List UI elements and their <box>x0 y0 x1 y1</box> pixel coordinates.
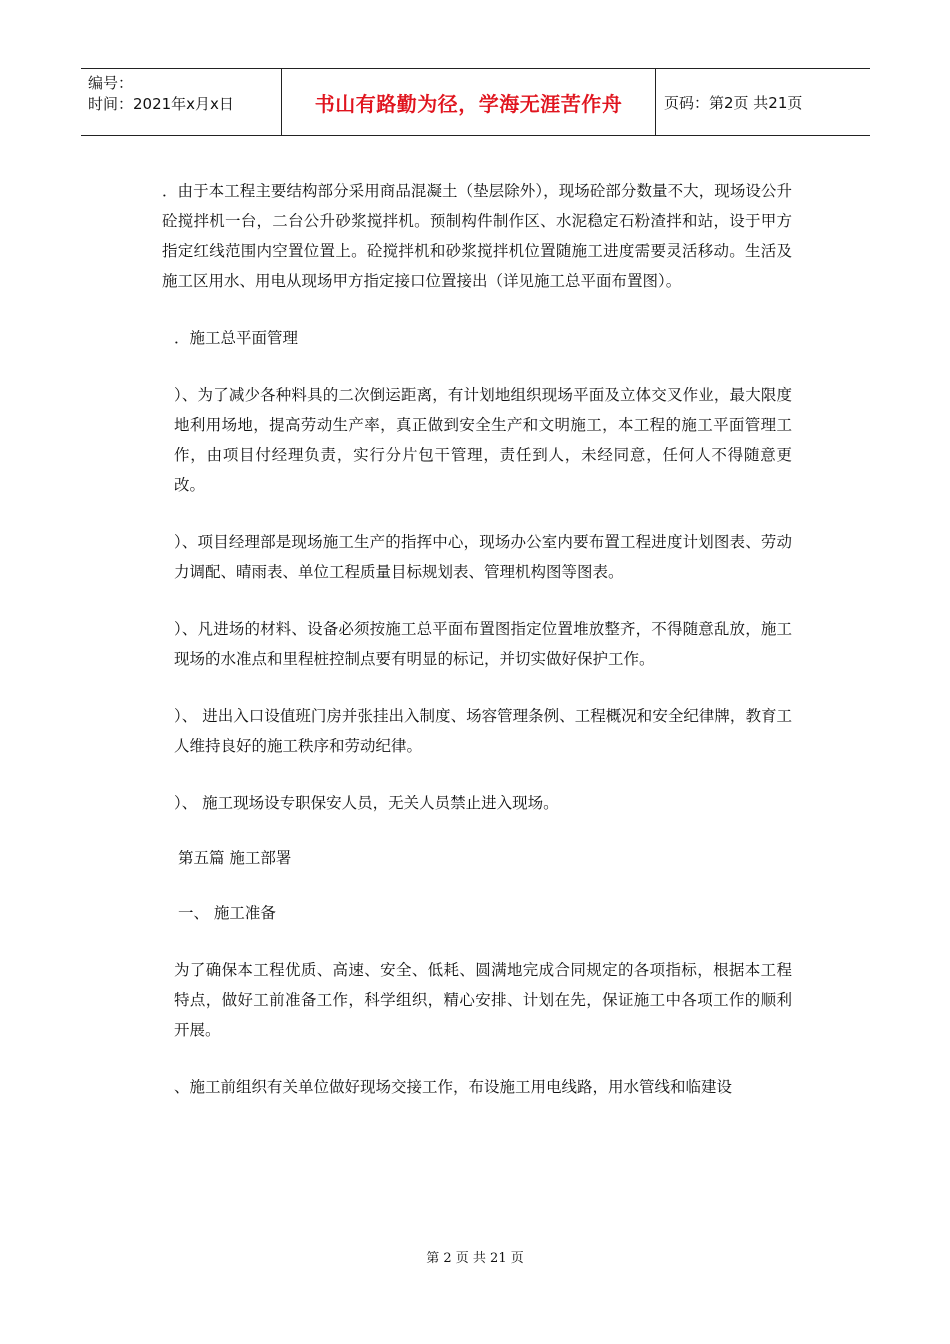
section-heading-plan-management: ．施工总平面管理 <box>174 329 299 347</box>
document-header <box>81 68 870 136</box>
section-heading-preparation: 一、 施工准备 <box>178 904 276 922</box>
paragraph-item-3: ）、凡进场的材料、设备必须按施工总平面布置图指定位置堆放整齐，不得随意乱放，施工现场的水准点和里程桩控制点要有明显的标记，并切实做好保护工作。 <box>174 620 792 668</box>
paragraph-preparation-item-1: 、施工前组织有关单位做好现场交接工作，布设施工用电线路，用水管线和临建设 <box>174 1078 733 1096</box>
chapter-heading: 第五篇 施工部署 <box>178 849 292 867</box>
paragraph-item-4: ）、 进出入口设值班门房并张挂出入制度、场容管理条例、工程概况和安全纪律牌，教育工人维持良好的施工秩序和劳动纪律。 <box>174 707 792 755</box>
paragraph-preparation-intro: 为了确保本工程优质、高速、安全、低耗、圆满地完成合同规定的各项指标，根据本工程特点，做好工前准备工作，科学组织，精心安排、计划在先，保证施工中各项工作的顺利开展。 <box>174 961 792 1039</box>
page-footer: 第 2 页 共 21 页 <box>426 1251 524 1266</box>
paragraph-site-layout: ．由于本工程主要结构部分采用商品混凝土（垫层除外），现场砼部分数量不大，现场设公升砼搅拌机一台，二台公升砂浆搅拌机。预制构件制作区、水泥稳定石粉渣拌和站，设于甲方指定红线范围内空置位置上。砼搅拌机和砂浆搅拌机位置随施工进度需要灵活移动。生活及施工区用水、用电从现场甲方指定接口位置接出（详见施工总平面布置图）。 <box>162 182 792 290</box>
document-body <box>162 176 792 1102</box>
header-meta <box>81 69 281 135</box>
paragraph-item-5: ）、 施工现场设专职保安人员，无关人员禁止进入现场。 <box>174 794 559 812</box>
number-label: 编号： <box>88 74 134 92</box>
paragraph-item-2: ）、项目经理部是现场施工生产的指挥中心，现场办公室内要布置工程进度计划图表、劳动力调配、晴雨表、单位工程质量目标规划表、管理机构图等图表。 <box>174 533 792 581</box>
paragraph-item-1: ）、为了减少各种料具的二次倒运距离，有计划地组织现场平面及立体交叉作业，最大限度地利用场地，提高劳动生产率，真正做到安全生产和文明施工，本工程的施工平面管理工作，由项目付经理负责，实行分片包干管理，责任到人，未经同意，任何人不得随意更改。 <box>174 386 792 494</box>
header-page-info: 页码：第2页 共21页 <box>664 93 803 112</box>
date-label: 时间：2021年x月x日 <box>88 95 234 113</box>
header-motto: 书山有路勤为径，学海无涯苦作舟 <box>281 69 656 135</box>
